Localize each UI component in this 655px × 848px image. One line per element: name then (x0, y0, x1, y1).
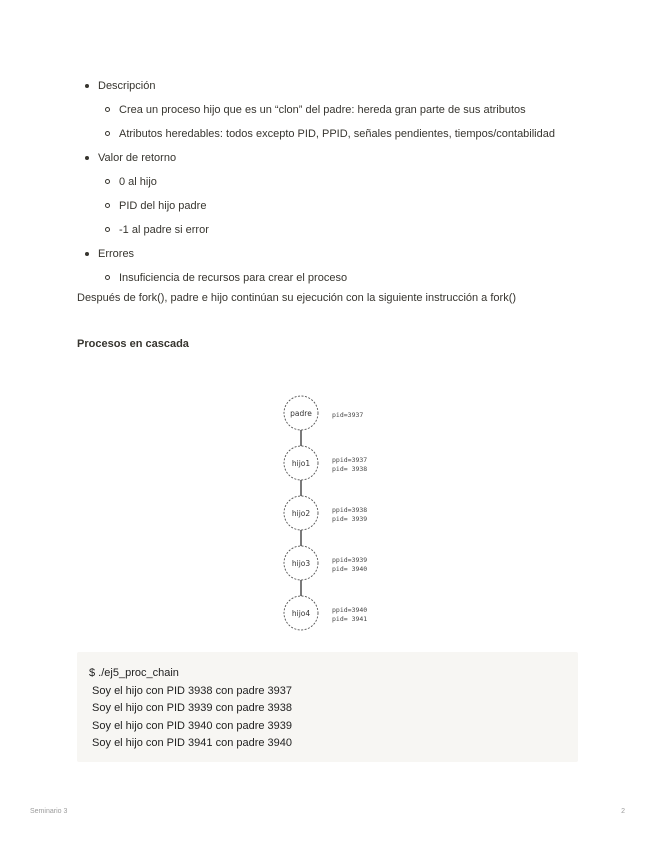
process-node-label: hijo3 (291, 559, 311, 568)
bullet-errores (77, 246, 582, 286)
process-pid-label: pid= 3938 (332, 465, 368, 473)
process-chain-svg (270, 392, 390, 637)
code-line: Soy el hijo con PID 3941 con padre 3940 (89, 737, 293, 749)
section-heading: Procesos en cascada (77, 338, 189, 350)
page-number: 2 (621, 808, 625, 815)
sub-bullet-list (98, 174, 582, 238)
sub-bullet: Crea un proceso hijo que es un “clon” del padre: hereda gran parte de sus atributos (98, 102, 582, 118)
code-line: Soy el hijo con PID 3940 con padre 3939 (89, 719, 293, 732)
process-node-label: hijo4 (291, 609, 311, 618)
document-content (77, 78, 582, 352)
process-pid-label: ppid=3937 (332, 456, 368, 464)
bullet-list (77, 78, 582, 286)
sub-bullet: Insuficiencia de recursos para crear el proceso (98, 270, 582, 286)
sub-bullet: Atributos heredables: todos excepto PID, PPID, señales pendientes, tiempos/contabilidad (98, 126, 582, 142)
process-pid-label: pid= 3941 (332, 615, 368, 623)
code-line: $ ./ej5_proc_chain (89, 667, 179, 679)
bullet-text: Descripción (98, 80, 156, 92)
sub-bullet-list (98, 270, 582, 286)
sub-bullet: 0 al hijo (98, 174, 582, 190)
sub-bullet: PID del hijo padre (98, 198, 582, 214)
sub-bullet: -1 al padre si error (98, 222, 582, 238)
process-pid-label: pid=3937 (332, 411, 364, 419)
process-pid-label: ppid=3938 (332, 506, 368, 514)
process-node-label: hijo1 (291, 459, 311, 468)
process-node-label: padre (290, 409, 312, 418)
code-lines (89, 665, 292, 753)
bullet-text: Errores (98, 248, 135, 260)
process-pid-label: pid= 3940 (332, 565, 368, 573)
sub-bullet-list (98, 102, 582, 142)
process-node-label: hijo2 (291, 509, 311, 518)
bullet-valor-de-retorno (77, 150, 582, 238)
code-block (77, 652, 578, 762)
bullet-descripcion (77, 78, 582, 142)
process-pid-label: ppid=3940 (332, 606, 368, 614)
code-line: Soy el hijo con PID 3938 con padre 3937 (89, 684, 293, 697)
process-pid-label: pid= 3939 (332, 515, 368, 523)
process-chain-diagram (270, 392, 390, 637)
code-line: Soy el hijo con PID 3939 con padre 3938 (89, 702, 293, 714)
footer-title: Seminario 3 (30, 808, 68, 815)
process-pid-label: ppid=3939 (332, 556, 368, 564)
bullet-text: Valor de retorno (98, 152, 177, 164)
after-fork-paragraph: Después de fork(), padre e hijo continúan su ejecución con la siguiente instrucción a fork() (77, 292, 517, 304)
